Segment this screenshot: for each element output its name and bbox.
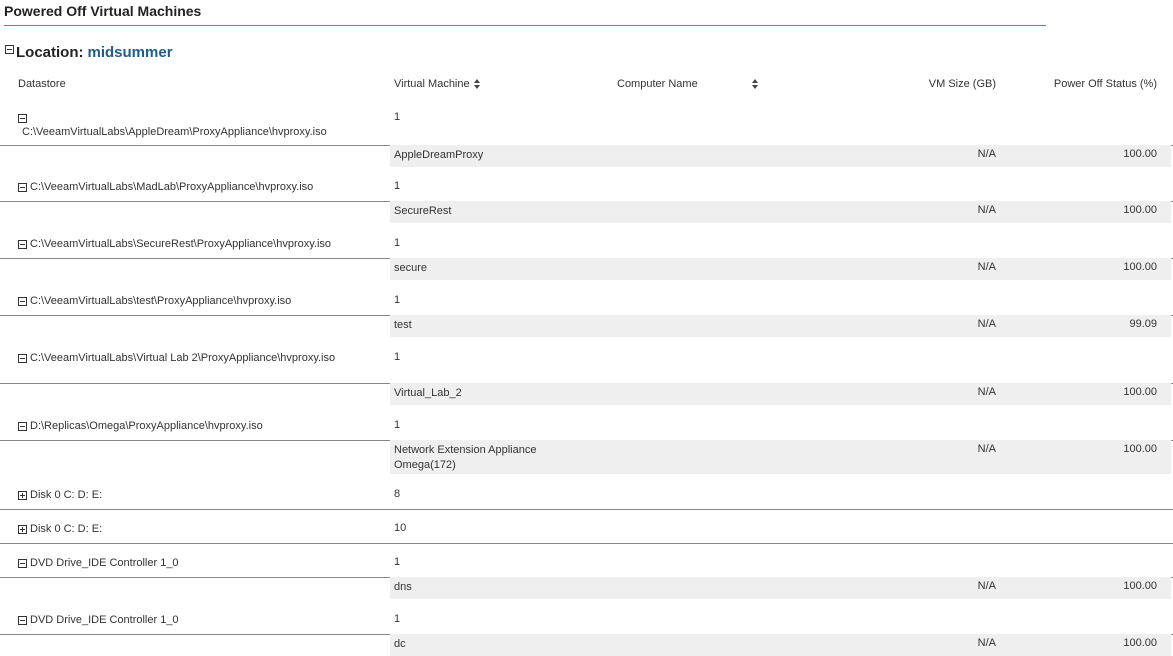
datastore-group-row — [0, 417, 1173, 441]
column-header-virtual-machine[interactable] — [394, 78, 481, 90]
vm-count: 1 — [394, 419, 401, 431]
vm-name: dns — [394, 581, 412, 593]
column-header-label: Computer Name — [617, 78, 698, 90]
power-off-status: 99.09 — [1129, 318, 1157, 330]
vm-count: 1 — [394, 351, 401, 363]
vm-count: 1 — [394, 180, 401, 192]
column-header-datastore: Datastore — [18, 78, 66, 90]
table-row — [0, 201, 1173, 223]
table-row — [0, 258, 1173, 280]
datastore-group-row — [0, 235, 1173, 259]
datastore-path: DVD Drive_IDE Controller 1_0 — [30, 614, 179, 626]
datastore-cell — [18, 418, 368, 434]
datastore-cell — [18, 236, 368, 252]
location-group-header — [5, 44, 173, 61]
vm-count: 1 — [394, 294, 401, 306]
datastore-path: C:\VeeamVirtualLabs\AppleDream\ProxyAppliance\hvproxy.iso — [22, 126, 327, 138]
collapse-icon[interactable] — [18, 240, 27, 249]
datastore-group-row — [0, 554, 1173, 578]
datastore-group-row — [0, 109, 1173, 146]
datastore-cell — [18, 555, 368, 571]
vm-size: N/A — [977, 386, 996, 398]
datastore-group-row — [0, 349, 1173, 384]
sort-icon[interactable] — [473, 79, 481, 89]
collapse-icon[interactable] — [18, 616, 27, 625]
collapse-icon[interactable] — [18, 354, 27, 363]
column-header-label: Virtual Machine — [394, 78, 470, 90]
collapse-icon[interactable] — [18, 297, 27, 306]
power-off-status: 100.00 — [1123, 204, 1157, 216]
vm-count: 1 — [394, 556, 401, 568]
vm-size: N/A — [977, 148, 996, 160]
datastore-group-row — [0, 178, 1173, 202]
vm-name: Virtual_Lab_2 — [394, 387, 462, 399]
datastore-cell — [18, 350, 368, 366]
vm-size: N/A — [977, 261, 996, 273]
vm-name: dc — [394, 638, 406, 650]
datastore-path: Disk 0 C: D: E: — [30, 523, 103, 535]
collapse-icon[interactable] — [18, 559, 27, 568]
vm-name: AppleDreamProxy — [394, 149, 484, 161]
table-header — [0, 76, 1173, 94]
vm-size: N/A — [977, 580, 996, 592]
vm-name: test — [394, 319, 412, 331]
column-header-computer-name[interactable] — [617, 78, 698, 90]
power-off-status: 100.00 — [1123, 261, 1157, 273]
datastore-path: C:\VeeamVirtualLabs\MadLab\ProxyAppliance\hvproxy.iso — [30, 181, 314, 193]
table-row — [0, 383, 1173, 405]
vm-size: N/A — [977, 637, 996, 649]
power-off-status: 100.00 — [1123, 386, 1157, 398]
sort-icon[interactable] — [748, 78, 759, 90]
collapse-icon[interactable] — [5, 45, 14, 54]
datastore-cell — [18, 179, 368, 195]
expand-icon[interactable] — [18, 491, 27, 500]
vm-count: 1 — [394, 237, 401, 249]
power-off-status: 100.00 — [1123, 637, 1157, 649]
vm-name: Network Extension Appliance Omega(172) — [394, 444, 537, 471]
vm-count: 8 — [394, 488, 401, 500]
datastore-cell — [18, 612, 368, 628]
location-label: Location: — [16, 44, 84, 61]
collapse-icon[interactable] — [18, 183, 27, 192]
datastore-group-row — [0, 292, 1173, 316]
vm-size: N/A — [977, 443, 996, 455]
expand-icon[interactable] — [18, 525, 27, 534]
vm-size: N/A — [977, 318, 996, 330]
datastore-path: Disk 0 C: D: E: — [30, 489, 103, 501]
datastore-group-row — [0, 520, 1173, 544]
table-row — [0, 145, 1173, 167]
vm-count: 10 — [394, 522, 407, 534]
datastore-path: C:\VeeamVirtualLabs\test\ProxyAppliance\hvproxy.iso — [30, 295, 292, 307]
vm-count: 1 — [394, 111, 401, 123]
datastore-cell — [18, 487, 368, 503]
table-row — [0, 315, 1173, 337]
table-row — [0, 440, 1173, 474]
datastore-cell — [18, 293, 368, 309]
table-row — [0, 634, 1173, 656]
power-off-status: 100.00 — [1123, 148, 1157, 160]
vm-name: secure — [394, 262, 428, 274]
collapse-icon[interactable] — [18, 114, 27, 123]
table-row — [0, 577, 1173, 599]
column-header-vm-size: VM Size (GB) — [928, 78, 996, 90]
column-header-power-off-status: Power Off Status (%) — [1053, 78, 1157, 90]
datastore-cell — [18, 521, 368, 537]
datastore-path: DVD Drive_IDE Controller 1_0 — [30, 557, 179, 569]
datastore-group-row — [0, 611, 1173, 635]
datastore-path: C:\VeeamVirtualLabs\SecureRest\ProxyAppliance\hvproxy.iso — [30, 238, 332, 250]
vm-size: N/A — [977, 204, 996, 216]
vm-count: 1 — [394, 613, 401, 625]
vm-name: SecureRest — [394, 205, 452, 217]
collapse-icon[interactable] — [18, 422, 27, 431]
datastore-cell — [18, 110, 368, 140]
page-title: Powered Off Virtual Machines — [4, 3, 1046, 26]
datastore-path: C:\VeeamVirtualLabs\Virtual Lab 2\ProxyAppliance\hvproxy.iso — [30, 352, 336, 364]
power-off-status: 100.00 — [1123, 443, 1157, 455]
datastore-group-row — [0, 486, 1173, 510]
power-off-status: 100.00 — [1123, 580, 1157, 592]
datastore-path: D:\Replicas\Omega\ProxyAppliance\hvproxy.iso — [30, 420, 263, 432]
location-value: midsummer — [87, 44, 173, 61]
